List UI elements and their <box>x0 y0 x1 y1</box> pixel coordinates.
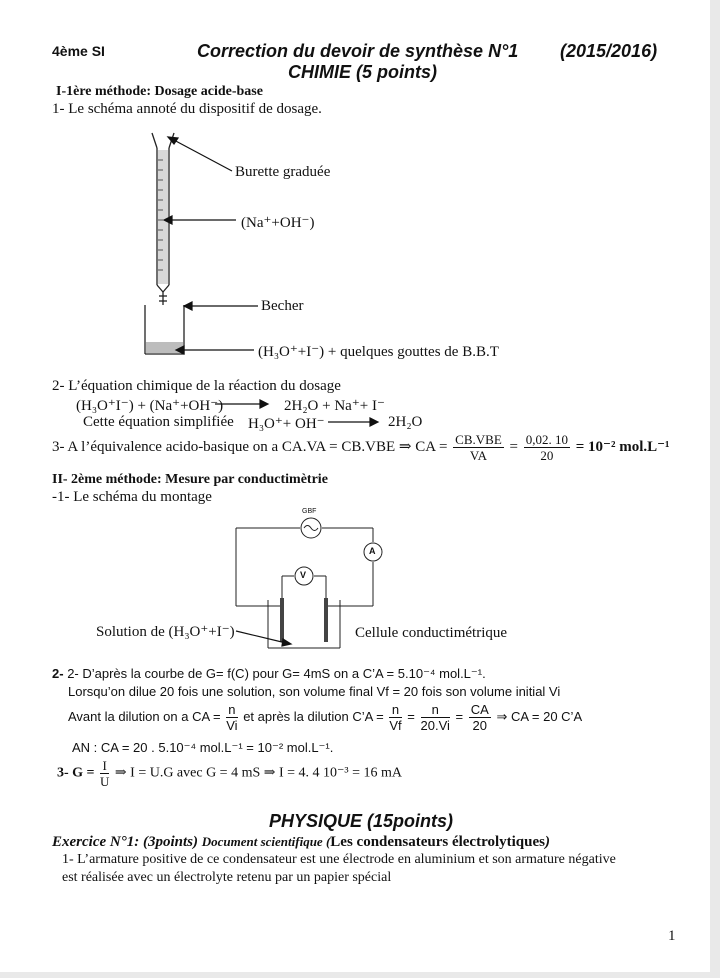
label-becher: Becher <box>261 298 304 314</box>
part2-heading: II- 2ème méthode: Mesure par conductimètrie <box>52 472 328 487</box>
ammeter-label: A <box>369 546 376 556</box>
section-title-physique: PHYSIQUE (15points) <box>269 811 454 831</box>
part1-question-3: 3- A l’équivalence acido-basique on a CA.VA = CB.VBE ⇒ CA = $\frac{\text{CB.VBE}}{VA}$ = $\frac{0,02. 10}{20}$ = 10⁻² mol.L⁻¹ <box>52 432 670 463</box>
label-solution: (H₃O⁺+I⁻) + quelques gouttes de B.B.T <box>258 344 499 360</box>
label-burette: Burette graduée <box>235 164 331 180</box>
exercise-heading: Exercice N°1: (3points) Document scientifique (Les condensateurs électrolytiques) <box>52 834 550 850</box>
part1-heading: I-1ère méthode: Dosage acide-base <box>56 84 263 99</box>
part2-question-1: -1- Le schéma du montage <box>52 489 212 505</box>
section-title-chimie: CHIMIE (5 points) <box>288 62 437 82</box>
page-edge-bottom <box>0 972 720 978</box>
level-label: 4ème SI <box>52 43 105 59</box>
exercise-text-line-2: est réalisée avec un électrolyte retenu par un papier spécial <box>62 870 392 885</box>
part1-question-1: 1- Le schéma annoté du dispositif de dosage. <box>52 101 322 117</box>
simplified-right: 2H₂O <box>388 414 423 430</box>
page-number: 1 <box>668 928 676 944</box>
school-year: (2015/2016) <box>560 41 658 61</box>
exercise-text-line-1: 1- L’armature positive de ce condensateur est une électrode en aluminium et son armature négative <box>62 852 616 867</box>
equation-right: 2H₂O + Na⁺+ I⁻ <box>284 398 385 414</box>
page-title: Correction du devoir de synthèse N°1 <box>197 41 519 61</box>
part2-question-2: 2- 2- D’après la courbe de G= f(C) pour G= 4mS on a C’A = 5.10⁻⁴ mol.L⁻¹. <box>52 666 486 681</box>
dilution-relation: Avant la dilution on a CA = $\frac{n}{Vi}$ et après la dilution C’A = $\frac{n}{Vf}$ = $\frac{n}{20.Vi}$ = $\frac{CA}{20}$ ⇒ CA = 20 C’A <box>68 702 583 733</box>
part2-question-3: 3- G = $\frac{I}{U}$ ⇒ I = U.G avec G = 4 mS ⇒ I = 4. 4 10⁻³ = 16 mA <box>57 758 403 789</box>
numerical-application: AN : CA = 20 . 5.10⁻⁴ mol.L⁻¹ = 10⁻² mol.L⁻¹. <box>72 740 334 755</box>
simplified-left: H₃O⁺+ OH⁻ <box>248 416 325 432</box>
equation-left: (H₃O⁺I⁻) + (Na⁺+OH⁻) <box>76 398 224 414</box>
page-edge-right <box>710 0 720 978</box>
label-solution-conductimetry: Solution de (H₃O⁺+I⁻) <box>96 624 235 640</box>
label-cell: Cellule conductimétrique <box>355 625 508 641</box>
electrode-left <box>280 598 284 642</box>
electrode-right <box>324 598 328 642</box>
part1-question-2: 2- L’équation chimique de la réaction du dosage <box>52 378 341 394</box>
dilution-statement: Lorsqu’on dilue 20 fois une solution, son volume final Vf = 20 fois son volume initial Vi <box>68 684 561 699</box>
label-titrant: (Na⁺+OH⁻) <box>241 215 315 231</box>
voltmeter-label: V <box>300 570 307 580</box>
simplified-label: Cette équation simplifiée <box>83 414 234 430</box>
gbf-label: GBF <box>302 508 317 515</box>
